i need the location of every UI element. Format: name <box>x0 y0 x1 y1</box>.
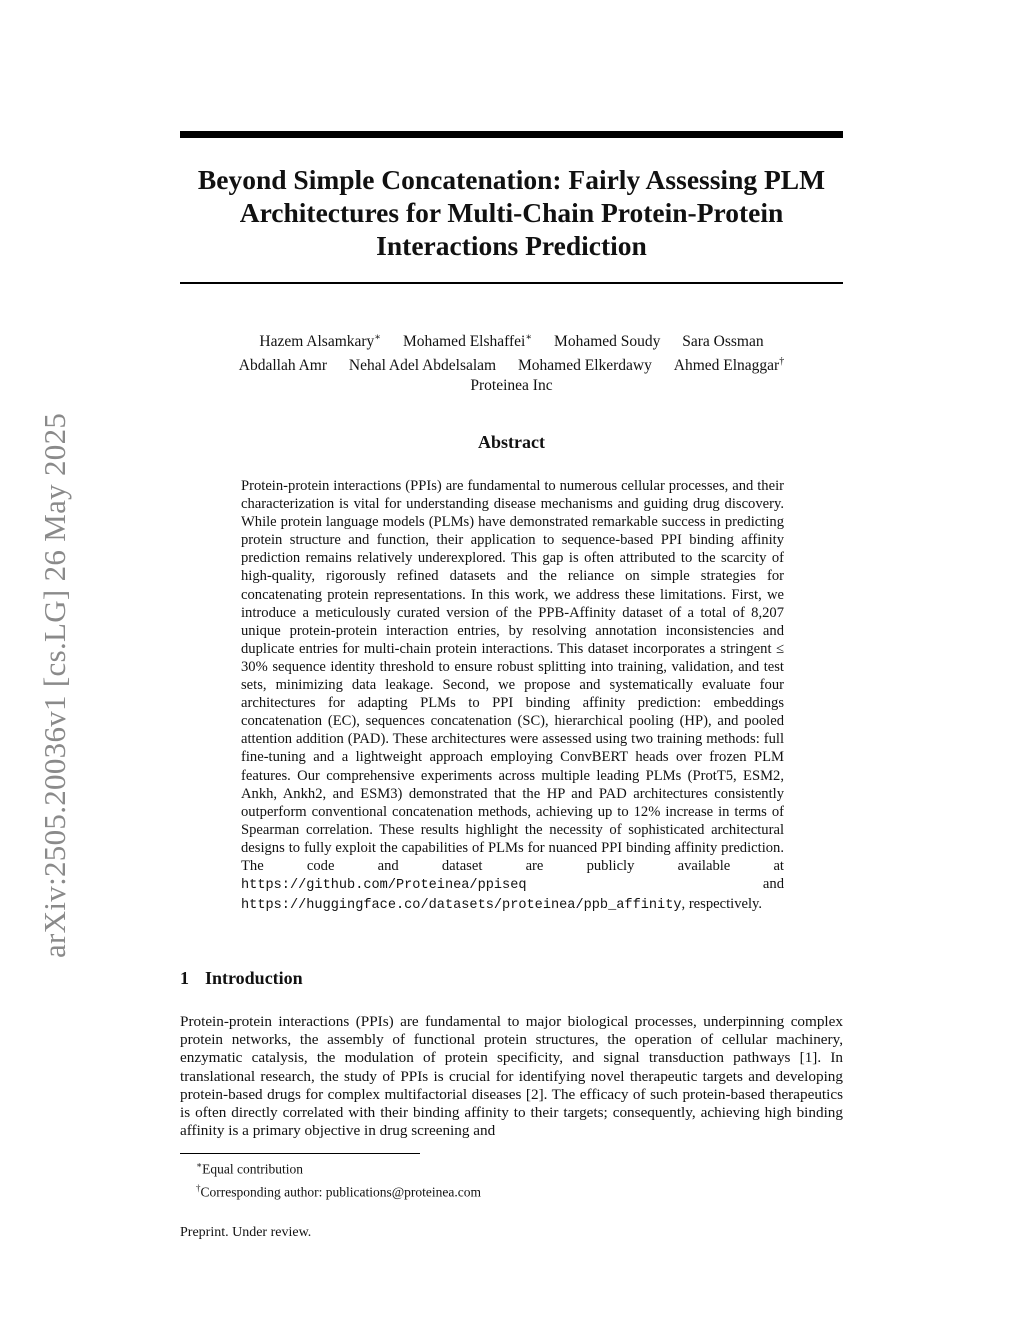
section-title: Introduction <box>205 968 303 988</box>
author: Ahmed Elnaggar† <box>673 356 785 375</box>
dataset-link[interactable]: https://huggingface.co/datasets/proteinea/ppb_affinity <box>241 898 682 914</box>
abstract-body: Protein-protein interactions (PPIs) are fundamental to numerous cellular processes, and their characterization is vital for understanding disease mechanisms and guiding drug discovery. While protein language models (PLMs) have demonstrated remarkable success in predicting protein structure and function, their application to sequence-based PPI binding affinity prediction remains relatively underexplored. This gap is often attributed to the scarcity of high-quality, rigorously refined datasets and the reliance on simple strategies for concatenating protein representations. In this work, we address these limitations. First, we introduce a meticulously curated version of the PPB-Affinity dataset of a total of 8,207 unique protein-protein interaction entries, by resolving annotation inconsistencies and duplicate entries for multi-chain protein interactions. This dataset incorporates a stringent ≤ 30% sequence identity threshold to ensure robust splitting into training, validation, and test sets, minimizing data leakage. Second, we propose and systematically evaluate four architectures for adapting PLMs to PPI binding affinity prediction: embeddings concatenation (EC), sequences concatenation (SC), hierarchical pooling (HP), and pooled attention addition (PAD). These architectures were assessed using two training methods: full fine-tuning and a lightweight approach employing ConvBERT heads over frozen PLM features. Our comprehensive experiments across multiple leading PLMs (ProtT5, ESM2, Ankh, Ankh2, and ESM3) demonstrated that the HP and PAD architectures consistently outperform conventional concatenation methods, achieving up to 12% increase in terms of Spearman correlation. These results highlight the necessity of sophisticated architectural designs to fully exploit the capabilities of PLMs for nuanced PPI binding affinity prediction. The code and dataset are publicly available at https://github.com/Proteinea/ppiseq and https://huggingface.co/datasets/proteinea/ppb_affinity, respectively. <box>241 478 784 914</box>
author: Nehal Adel Abdelsalam <box>348 357 497 375</box>
introduction-paragraph: Protein-protein interactions (PPIs) are fundamental to major biological processes, underpinning complex protein networks, the assembly of functional protein structures, the operation of cellular machinery, enzymatic catalysis, the modulation of protein specificity, and signal transduction pathways [1]. In translational research, the study of PPIs is crucial for identifying novel therapeutic targets and developing protein-based drugs for complex multifactorial diseases [2]. The efficacy of such protein-based therapeutics is often directly correlated with their binding affinity to their targets; consequently, achieving high binding affinity is a primary objective in drug screening and <box>180 1013 843 1140</box>
abstract-heading: Abstract <box>478 432 545 452</box>
title-top-rule <box>180 131 843 138</box>
author: Mohamed Elkerdawy <box>518 357 652 375</box>
code-repository-link[interactable]: https://github.com/Proteinea/ppiseq <box>241 878 527 894</box>
title-line: Architectures for Multi-Chain Protein-Protein <box>239 197 784 228</box>
author-row <box>180 352 843 376</box>
preprint-notice: Preprint. Under review. <box>180 1225 312 1240</box>
section-heading-introduction <box>180 968 303 989</box>
footnote-rule <box>180 1153 420 1154</box>
author: Mohamed Elshaffei∗ <box>402 332 533 351</box>
author-block <box>180 328 843 396</box>
title-bottom-rule <box>180 282 843 284</box>
footnote: ∗Equal contribution <box>196 1160 303 1177</box>
section-number: 1 <box>180 968 189 988</box>
title-line: Interactions Prediction <box>376 230 647 261</box>
paper-title <box>180 163 843 262</box>
author-row <box>180 328 843 352</box>
author: Abdallah Amr <box>238 357 328 375</box>
author: Hazem Alsamkary∗ <box>259 332 382 351</box>
footnotes <box>196 1156 481 1201</box>
arxiv-identifier-stamp: arXiv:2505.20036v1 [cs.LG] 26 May 2025 <box>37 412 72 958</box>
author: Mohamed Soudy <box>554 333 661 351</box>
author: Sara Ossman <box>682 333 764 351</box>
affiliation: Proteinea Inc <box>470 377 553 395</box>
title-line: Beyond Simple Concatenation: Fairly Assessing PLM <box>197 164 826 195</box>
footnote: †Corresponding author: publications@proteinea.com <box>196 1182 481 1199</box>
